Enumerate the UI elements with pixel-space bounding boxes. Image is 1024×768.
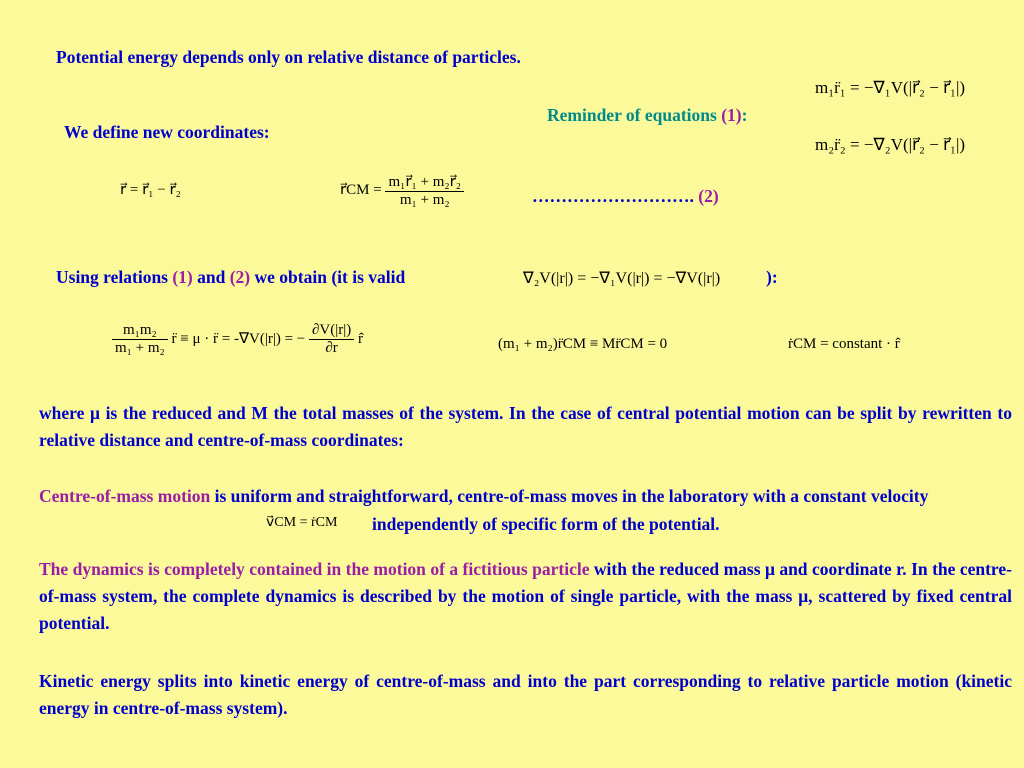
- cm-text: is uniform and straightforward, centre-of-mass moves in the laboratory with a constant velocity: [210, 486, 929, 506]
- using-ref-1: (1): [172, 267, 193, 287]
- define-coordinates: We define new coordinates:: [64, 122, 270, 142]
- equation-cm-acceleration: (m₁ + m₂)r̈CM ≡ Mr̈CM = 0: [498, 336, 668, 352]
- equation-vcm: v⃗CM = ṙCM: [266, 515, 338, 530]
- equation-motion-2: m₂r̈₂ = −∇₂V(|r⃗₂ − r⃗₁|): [815, 135, 966, 154]
- rcm-fraction: [385, 172, 464, 209]
- equation-reduced-mass: [112, 322, 363, 357]
- mu-fraction: [112, 322, 168, 357]
- rcm-denominator: m₁ + m₂: [399, 192, 450, 208]
- paragraph-dynamics: [39, 556, 1012, 637]
- derivative-numerator: ∂V(|r|): [309, 322, 354, 340]
- using-close: ):: [766, 267, 778, 287]
- using-text-c: we obtain (it is valid: [250, 267, 406, 287]
- equation-centre-of-mass: [340, 172, 464, 209]
- mu-denominator: m₁ + m₂: [115, 340, 165, 356]
- using-text-a: Using relations: [56, 267, 173, 287]
- derivative-denominator: ∂r: [325, 340, 338, 356]
- cm-highlight: Centre-of-mass motion: [39, 486, 211, 506]
- equation-motion-1: m₁r̈₁ = −∇₁V(|r⃗₂ − r⃗₁|): [815, 78, 966, 97]
- equation-2-label: [532, 183, 719, 210]
- equation-2-number: (2): [698, 186, 719, 206]
- cm-text-end: independently of specific form of the potential.: [372, 514, 720, 534]
- reminder-equations: [547, 102, 747, 129]
- paragraph-where: where μ is the reduced and M the total masses of the system. In the case of central potential motion can be split by rewritten to relative distance and centre-of-mass coordinates:: [39, 403, 1012, 451]
- using-ref-2: (2): [229, 267, 251, 287]
- paragraph-centre-of-mass: [39, 483, 1012, 510]
- heading-potential-energy: Potential energy depends only on relative distance of particles.: [56, 47, 521, 67]
- derivative-fraction: [309, 322, 354, 357]
- equation-gradient-validity: ∇₂V(|r|) = −∇₁V(|r|) = −∇V(|r|): [523, 270, 721, 287]
- using-text-b: and: [192, 267, 230, 287]
- paragraph-kinetic-energy: Kinetic energy splits into kinetic energy of centre-of-mass and into the part corresponding to relative particle motion (kinetic energy in centre-of-mass system).: [39, 671, 1012, 719]
- rcm-numerator: m₁r⃗₁ + m₂r⃗₂: [385, 172, 464, 192]
- mu-numerator: m₁m₂: [112, 322, 168, 340]
- reminder-colon: :: [741, 105, 748, 125]
- mu-equation: r̈ ≡ μ · r̈ = -∇V(|r|) = −: [171, 330, 306, 347]
- rcm-lhs: r⃗CM =: [340, 181, 382, 198]
- reminder-text: Reminder of equations: [547, 105, 722, 125]
- equation-cm-velocity-constant: ṙCM = constant · r̂: [788, 336, 900, 352]
- reminder-number: (1): [721, 105, 742, 125]
- equation-2-dots: ……………………….: [532, 186, 699, 206]
- equation-relative-coordinate: r⃗ = r⃗₁ − r⃗₂: [120, 182, 181, 198]
- using-relations: [56, 264, 405, 291]
- unit-vector: r̂: [357, 330, 363, 347]
- dynamics-highlight: The dynamics is completely contained in the motion of a fictitious particle: [39, 559, 590, 579]
- dynamics-text: with the reduced mass μ and coordinate r. In the centre-of-mass system, the complete dynamics is described by the motion of single particle, with the mass μ, scattered by fixed central potential.: [39, 559, 1012, 634]
